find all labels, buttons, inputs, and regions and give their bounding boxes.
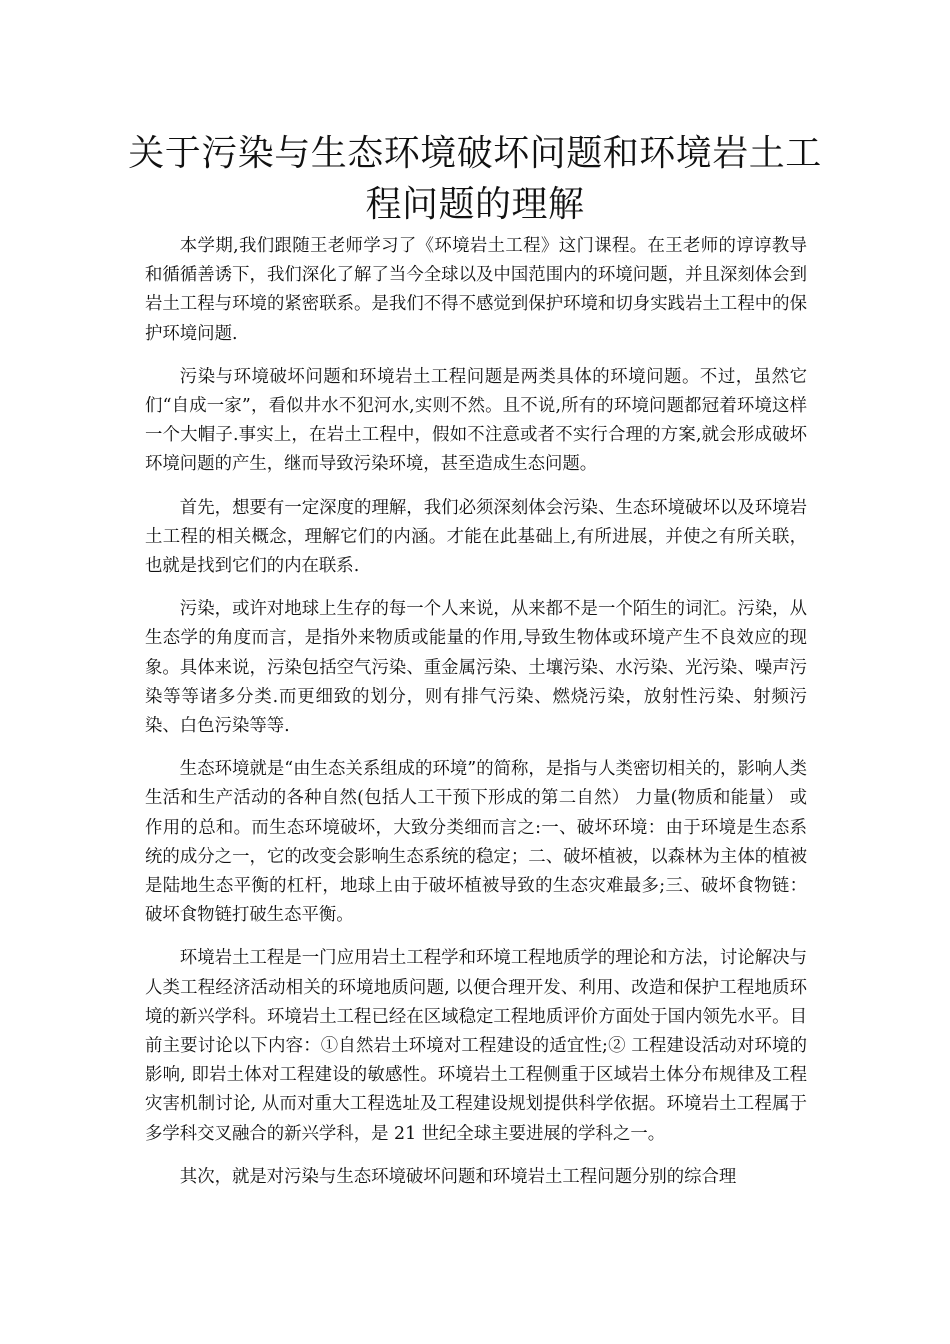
paragraph-problem-types: 污染与环境破坏问题和环境岩土工程问题是两类具体的环境问题。不过，虽然它们“自成一家”，看似井水不犯河水,实则不然。且不说,所有的环境问题都冠着环境这样一个大帽子.事实上，在岩土工程中，假如不注意或者不实行合理的方案,就会形成破坏环境问题的产生，继而导致污染环境，甚至造成生态问题。: [145, 366, 807, 475]
document-title: 关于污染与生态环境破坏问题和环境岩土工程问题的理解: [128, 133, 822, 225]
paragraph-second: 其次，就是对污染与生态环境破坏问题和环境岩土工程问题分别的综合理: [179, 1166, 737, 1187]
paragraph-geotechnical-engineering: 环境岩土工程是一门应用岩土工程学和环境工程地质学的理论和方法，讨论解决与人类工程经济活动相关的环境地质问题, 以便合理开发、利用、改造和保护工程地质环境的新兴学科。环境岩土工程已经在区域稳定工程地质评价方面处于国内领先水平。目前主要讨论以下内容：①自然岩土环境对工程建设的适宜性;② 工程建设活动对环境的影响, 即岩土体对工程建设的敏感性。环境岩土工程侧重于区域岩土体分布规律及工程灾害机制讨论, 从而对重大工程选址及工程建设规划提供科学依据。环境岩土工程属于多学科交叉融合的新兴学科，是 21 世纪全球主要进展的学科之一。: [145, 948, 807, 1144]
document-body: [145, 232, 807, 1206]
paragraph-first: 首先，想要有一定深度的理解，我们必须深刻体会污染、生态环境破坏以及环境岩土工程的相关概念，理解它们的内涵。才能在此基础上,有所进展，并使之有所关联，也就是找到它们的内在联系.: [145, 497, 807, 577]
paragraph-ecological-environment: 生态环境就是“由生态关系组成的环境”的简称，是指与人类密切相关的，影响人类生活和生产活动的各种自然(包括人工干预下形成的第二自然） 力量(物质和能量） 或作用的总和。而生态环境破坏，大致分类细而言之:一、破坏环境：由于环境是生态系统的成分之一，它的改变会影响生态系统的稳定；二、破坏植被，以森林为主体的植被是陆地生态平衡的杠杆，地球上由于破坏植被导致的生态灾难最多;三、破坏食物链：破坏食物链打破生态平衡。: [145, 759, 807, 926]
paragraph-pollution: 污染，或许对地球上生存的每一个人来说，从来都不是一个陌生的词汇。污染，从生态学的角度而言，是指外来物质或能量的作用,导致生物体或环境产生不良效应的现象。具体来说，污染包括空气污染、重金属污染、土壤污染、水污染、光污染、噪声污染等等诸多分类.而更细致的划分，则有排气污染、燃烧污染，放射性污染、射频污染、白色污染等等.: [145, 599, 807, 737]
paragraph-intro: 本学期,我们跟随王老师学习了《环境岩土工程》这门课程。在王老师的谆谆教导和循循善诱下，我们深化了解了当今全球以及中国范围内的环境问题，并且深刻体会到岩土工程与环境的紧密联系。是我们不得不感觉到保护环境和切身实践岩土工程中的保护环境问题.: [145, 236, 807, 344]
